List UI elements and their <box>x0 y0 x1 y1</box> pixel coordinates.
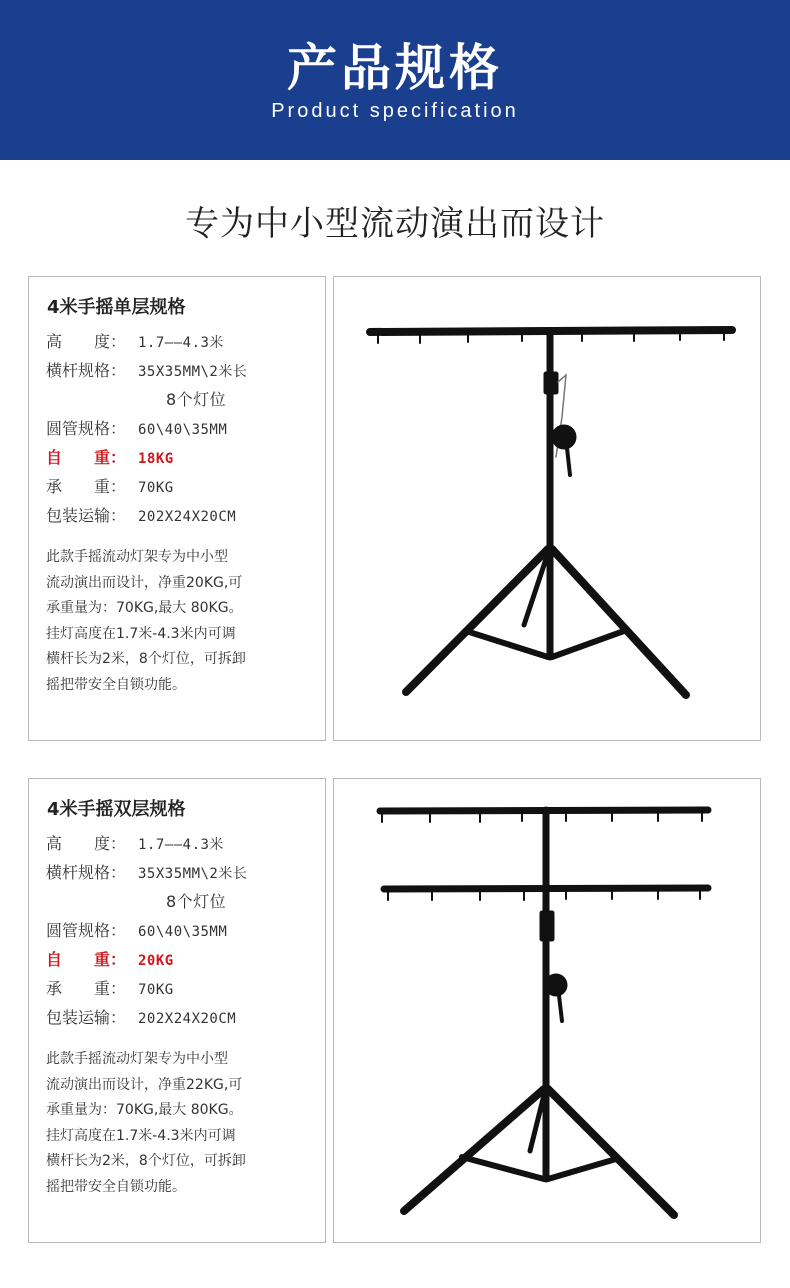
spec-row-weight <box>46 945 247 974</box>
header-banner <box>0 0 790 160</box>
banner-title: 产品规格 <box>287 39 503 97</box>
description-line: 此款手摇流动灯架专为中小型 <box>46 1051 228 1067</box>
spec-label: 自 重： <box>46 950 127 969</box>
description-line: 摇把带安全自锁功能。 <box>46 676 186 693</box>
description-line: 挂灯高度在1.7米-4.3米内可调 <box>46 625 236 642</box>
spec-value: 35X35MM\2米长 <box>138 364 248 380</box>
spec-list <box>46 327 247 530</box>
spec-value: 8个灯位 <box>166 390 227 409</box>
banner-subtitle: Product specification <box>271 100 519 122</box>
description-line: 流动演出而设计，净重20KG,可 <box>46 574 243 591</box>
single-tier-lighting-stand-icon <box>334 277 760 740</box>
spec-row-tube <box>46 414 247 443</box>
description-line: 摇把带安全自锁功能。 <box>46 1178 186 1195</box>
spec-row-weight <box>46 443 247 472</box>
spec-card-double <box>28 778 326 1243</box>
spec-value: 70KG <box>138 480 174 496</box>
spec-label: 高 度： <box>46 834 127 853</box>
description-line: 横杆长为2米，8个灯位，可拆卸 <box>46 651 246 667</box>
spec-title: 4米手摇单层规格 <box>47 297 186 318</box>
spec-value: 1.7——4.3米 <box>138 837 224 853</box>
spec-title: 4米手摇双层规格 <box>47 799 186 820</box>
description-line: 流动演出而设计，净重22KG,可 <box>46 1076 243 1093</box>
spec-label: 包装运输： <box>46 1008 127 1027</box>
spec-row-height <box>46 829 247 858</box>
description-line: 横杆长为2米，8个灯位，可拆卸 <box>46 1153 246 1169</box>
spec-row-tube <box>46 916 247 945</box>
spec-label: 横杆规格： <box>46 863 127 882</box>
spec-label: 圆管规格： <box>46 419 127 438</box>
spec-label: 承 重： <box>46 979 127 998</box>
spec-label: 自 重： <box>46 448 127 467</box>
spec-value: 202X24X20CM <box>138 509 237 525</box>
spec-row-bar-positions <box>46 385 247 414</box>
product-description <box>46 545 316 698</box>
spec-label: 高 度： <box>46 332 127 351</box>
spec-row-bar <box>46 356 247 385</box>
spec-value: 70KG <box>138 982 174 998</box>
spec-value: 60\40\35MM <box>138 924 228 940</box>
description-line: 承重量为：70KG,最大 80KG。 <box>46 600 243 616</box>
spec-value: 35X35MM\2米长 <box>138 866 248 882</box>
spec-row-load <box>46 472 247 501</box>
product-image-double <box>333 778 761 1243</box>
product-description <box>46 1047 316 1200</box>
spec-value: 18KG <box>138 451 174 467</box>
spec-value: 60\40\35MM <box>138 422 228 438</box>
spec-row-bar <box>46 858 247 887</box>
spec-card-single <box>28 276 326 741</box>
product-image-single <box>333 276 761 741</box>
spec-value: 20KG <box>138 953 174 969</box>
spec-row-load <box>46 974 247 1003</box>
description-line: 挂灯高度在1.7米-4.3米内可调 <box>46 1127 236 1144</box>
spec-value: 202X24X20CM <box>138 1011 237 1027</box>
page-headline: 专为中小型流动演出而设计 <box>185 204 605 244</box>
spec-label: 承 重： <box>46 477 127 496</box>
spec-row-bar-positions <box>46 887 247 916</box>
spec-list <box>46 829 247 1032</box>
description-line: 承重量为：70KG,最大 80KG。 <box>46 1102 243 1118</box>
spec-row-package <box>46 501 247 530</box>
spec-value: 8个灯位 <box>166 892 227 911</box>
spec-row-height <box>46 327 247 356</box>
description-line: 此款手摇流动灯架专为中小型 <box>46 549 228 565</box>
spec-value: 1.7——4.3米 <box>138 335 224 351</box>
double-tier-lighting-stand-icon <box>334 779 760 1242</box>
spec-label: 横杆规格： <box>46 361 127 380</box>
spec-label: 圆管规格： <box>46 921 127 940</box>
spec-row-package <box>46 1003 247 1032</box>
spec-label: 包装运输： <box>46 506 127 525</box>
